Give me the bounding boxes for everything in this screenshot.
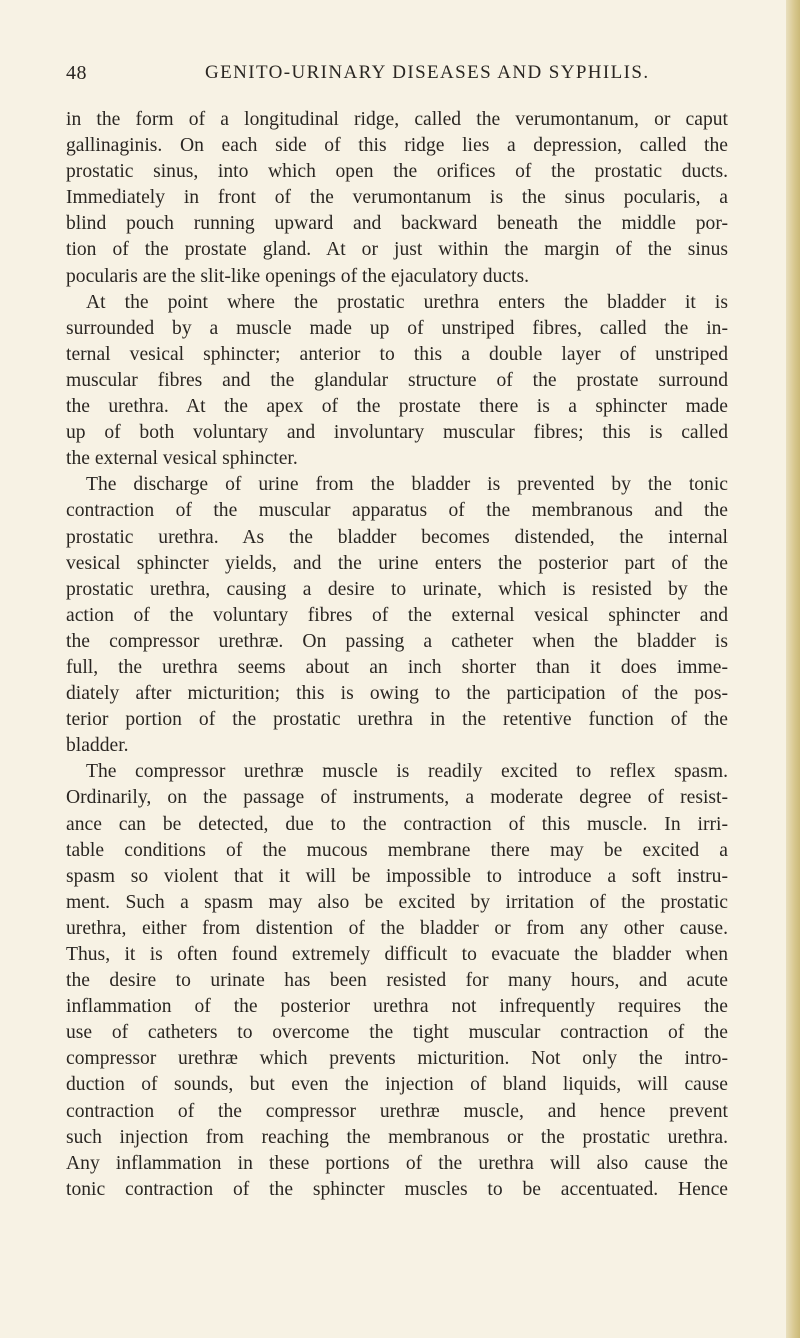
text-line: the urethra. At the apex of the prostate there is a sphincter made	[66, 396, 728, 418]
text-line: contraction of the compressor urethræ muscle, and hence prevent	[66, 1100, 728, 1122]
text-line: gallinaginis. On each side of this ridge lies a depression, called the	[66, 135, 728, 157]
text-line: Thus, it is often found extremely difficult to evacuate the bladder when	[66, 944, 728, 965]
text-line: pocularis are the slit-like openings of the ejaculatory ducts.	[66, 265, 530, 287]
paragraph	[66, 107, 728, 290]
text-line: urethra, either from distention of the bladder or from any other cause.	[66, 917, 728, 939]
text-line: the compressor urethræ. On passing a catheter when the bladder is	[66, 630, 728, 652]
paragraph	[66, 759, 728, 1203]
text-line: The discharge of urine from the bladder is prevented by the tonic	[86, 474, 728, 496]
text-line: such injection from reaching the membranous or the prostatic urethra.	[66, 1126, 728, 1148]
text-line: prostatic urethra. As the bladder becomes distended, the internal	[66, 526, 728, 548]
text-line: surrounded by a muscle made up of unstriped fibres, called the in-	[66, 317, 728, 339]
text-line: The compressor urethræ muscle is readily excited to reflex spasm.	[86, 761, 728, 783]
text-line: the desire to urinate has been resisted for many hours, and acute	[66, 970, 728, 992]
text-line: full, the urethra seems about an inch shorter than it does imme-	[66, 656, 728, 678]
page-edge	[786, 0, 800, 1338]
text-line: ternal vesical sphincter; anterior to this a double layer of unstriped	[66, 343, 728, 365]
text-line: in the form of a longitudinal ridge, called the verumontanum, or caput	[66, 109, 728, 130]
text-line: use of catheters to overcome the tight muscular contraction of the	[66, 1022, 728, 1044]
text-line: Ordinarily, on the passage of instruments, a moderate degree of resist-	[66, 787, 728, 809]
text-line: muscular fibres and the glandular structure of the prostate surround	[66, 369, 728, 391]
text-line: table conditions of the mucous membrane there may be excited a	[66, 839, 728, 861]
text-line: diately after micturition; this is owing to the participation of the pos-	[66, 683, 728, 705]
body-text	[66, 107, 728, 1203]
paragraph	[66, 472, 728, 759]
text-line: tion of the prostate gland. At or just within the margin of the sinus	[66, 239, 728, 261]
page-number: 48	[66, 62, 87, 84]
paragraph	[66, 290, 728, 473]
text-line: up of both voluntary and involuntary muscular fibres; this is called	[66, 422, 728, 444]
text-line: ance can be detected, due to the contraction of this muscle. In irri-	[66, 813, 728, 835]
text-line: Any inflammation in these portions of the urethra will also cause the	[66, 1152, 728, 1174]
text-line: the external vesical sphincter.	[66, 448, 298, 470]
text-line: duction of sounds, but even the injection of bland liquids, will cause	[66, 1074, 728, 1096]
text-line: contraction of the muscular apparatus of the membranous and the	[66, 500, 728, 522]
text-line: compressor urethræ which prevents micturition. Not only the intro-	[66, 1048, 728, 1070]
text-line: prostatic sinus, into which open the orifices of the prostatic ducts.	[66, 161, 728, 183]
text-line: vesical sphincter yields, and the urine enters the posterior part of the	[66, 552, 728, 574]
text-line: ment. Such a spasm may also be excited by irritation of the prostatic	[66, 891, 728, 913]
text-line: blind pouch running upward and backward beneath the middle por-	[66, 213, 728, 235]
text-line: spasm so violent that it will be impossible to introduce a soft instru-	[66, 865, 728, 887]
text-line: Immediately in front of the verumontanum is the sinus pocularis, a	[66, 187, 728, 209]
text-line: prostatic urethra, causing a desire to urinate, which is resisted by the	[66, 578, 728, 600]
text-line: At the point where the prostatic urethra enters the bladder it is	[86, 291, 728, 313]
text-line: tonic contraction of the sphincter muscles to be accentuated. Hence	[66, 1178, 728, 1200]
text-line: terior portion of the prostatic urethra in the retentive function of the	[66, 709, 728, 731]
running-title: GENITO-URINARY DISEASES AND SYPHILIS.	[205, 62, 650, 83]
text-line: bladder.	[66, 735, 129, 757]
text-line: inflammation of the posterior urethra not infrequently requires the	[66, 996, 728, 1018]
text-line: action of the voluntary fibres of the external vesical sphincter and	[66, 604, 728, 626]
page-header	[66, 62, 726, 92]
